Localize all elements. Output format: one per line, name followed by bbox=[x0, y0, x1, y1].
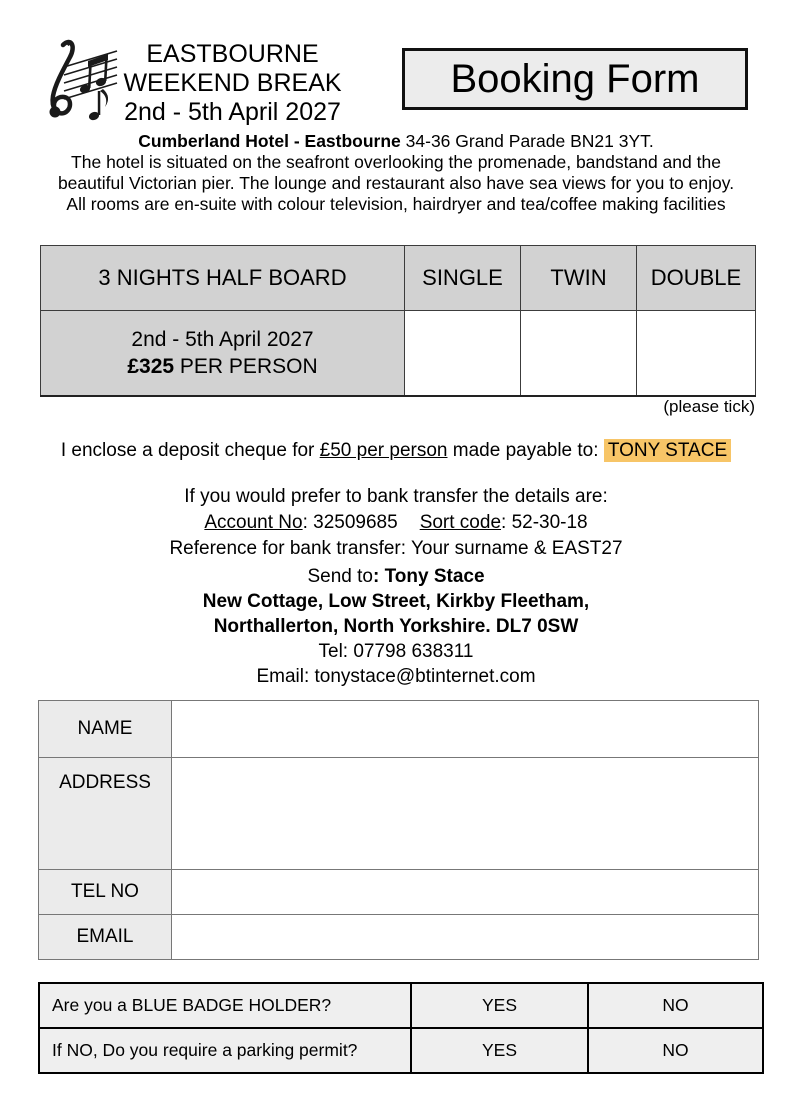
price-table-row bbox=[41, 311, 756, 396]
blue-badge-yes-cell[interactable]: YES bbox=[411, 983, 588, 1028]
blue-badge-question: Are you a BLUE BADGE HOLDER? bbox=[39, 983, 411, 1028]
price-amount-line bbox=[41, 353, 404, 380]
tick-cell-single[interactable] bbox=[405, 311, 521, 396]
parking-permit-yes-cell[interactable]: YES bbox=[411, 1028, 588, 1073]
email-label: EMAIL bbox=[39, 915, 172, 960]
hotel-address: 34-36 Grand Parade BN21 3YT. bbox=[400, 131, 654, 151]
sort-code-value: : 52-30-18 bbox=[501, 512, 588, 533]
bank-transfer-details bbox=[0, 484, 792, 562]
hotel-address-line bbox=[0, 131, 792, 152]
send-to-line bbox=[0, 564, 792, 589]
send-to-address-line1: New Cottage, Low Street, Kirkby Fleetham, bbox=[202, 591, 590, 612]
event-title-line1: EASTBOURNE bbox=[146, 40, 319, 68]
email-field[interactable] bbox=[172, 915, 759, 960]
table-row bbox=[39, 983, 763, 1028]
address-field[interactable] bbox=[172, 758, 759, 870]
price-table-header-single: SINGLE bbox=[405, 246, 521, 311]
tel-no-field[interactable] bbox=[172, 870, 759, 915]
bank-transfer-intro: If you would prefer to bank transfer the details are: bbox=[184, 486, 608, 507]
account-no-label: Account No bbox=[204, 512, 303, 533]
send-to-address-line2: Northallerton, North Yorkshire. DL7 0SW bbox=[213, 616, 579, 637]
price-date: 2nd - 5th April 2027 bbox=[131, 327, 314, 351]
table-row bbox=[39, 701, 759, 758]
tick-cell-twin[interactable] bbox=[521, 311, 637, 396]
event-title-line3: 2nd - 5th April 2027 bbox=[124, 98, 341, 126]
price-amount: £325 bbox=[127, 354, 175, 378]
sort-code-label: Sort code bbox=[419, 512, 502, 533]
parking-permit-question: If NO, Do you require a parking permit? bbox=[39, 1028, 411, 1073]
price-table-header-row bbox=[41, 246, 756, 311]
price-table-header-double: DOUBLE bbox=[637, 246, 756, 311]
bank-reference-line: Reference for bank transfer: Your surname & EAST27 bbox=[169, 538, 623, 559]
hotel-name: Cumberland Hotel - Eastbourne bbox=[138, 131, 401, 151]
table-row bbox=[39, 758, 759, 870]
price-table-header-board: 3 NIGHTS HALF BOARD bbox=[41, 246, 405, 311]
contact-details-table bbox=[38, 700, 759, 960]
send-to-tel: Tel: 07798 638311 bbox=[318, 641, 474, 662]
deposit-text-pre: I enclose a deposit cheque for bbox=[60, 440, 320, 461]
price-table-header-twin: TWIN bbox=[521, 246, 637, 311]
price-per-person: PER PERSON bbox=[174, 354, 318, 378]
send-to-email: Email: tonystace@btinternet.com bbox=[256, 666, 536, 687]
booking-form-title-box bbox=[402, 48, 748, 110]
event-title bbox=[100, 40, 365, 127]
name-field[interactable] bbox=[172, 701, 759, 758]
deposit-amount: £50 per person bbox=[319, 440, 448, 461]
deposit-instruction bbox=[0, 440, 792, 462]
booking-form-title: Booking Form bbox=[450, 56, 700, 101]
table-row bbox=[39, 1028, 763, 1073]
hotel-description-line3: beautiful Victorian pier. The lounge and restaurant also have sea views for you to enjoy. bbox=[57, 173, 735, 193]
payee-name-highlight: TONY STACE bbox=[604, 439, 731, 462]
send-to-block bbox=[0, 564, 792, 689]
event-title-line2: WEEKEND BREAK bbox=[123, 69, 342, 97]
name-label: NAME bbox=[39, 701, 172, 758]
tick-cell-double[interactable] bbox=[637, 311, 756, 396]
account-no-value: : 32509685 bbox=[302, 512, 398, 533]
send-to-label: Send to bbox=[307, 566, 373, 587]
hotel-description-line4: All rooms are en-suite with colour television, hairdryer and tea/coffee making facilities bbox=[66, 194, 726, 214]
table-row bbox=[39, 870, 759, 915]
price-cell bbox=[41, 311, 405, 396]
address-label: ADDRESS bbox=[39, 758, 172, 870]
table-row bbox=[39, 915, 759, 960]
parking-permit-no-cell[interactable]: NO bbox=[588, 1028, 763, 1073]
parking-questions-table bbox=[38, 982, 764, 1074]
bank-account-line bbox=[0, 510, 792, 536]
hotel-description bbox=[0, 131, 792, 215]
tel-no-label: TEL NO bbox=[39, 870, 172, 915]
blue-badge-no-cell[interactable]: NO bbox=[588, 983, 763, 1028]
please-tick-note: (please tick) bbox=[663, 397, 755, 416]
hotel-description-line2: The hotel is situated on the seafront overlooking the promenade, bandstand and the bbox=[71, 152, 721, 172]
send-to-name: : Tony Stace bbox=[372, 566, 485, 587]
price-table bbox=[40, 245, 756, 397]
deposit-text-mid: made payable to: bbox=[447, 440, 604, 461]
